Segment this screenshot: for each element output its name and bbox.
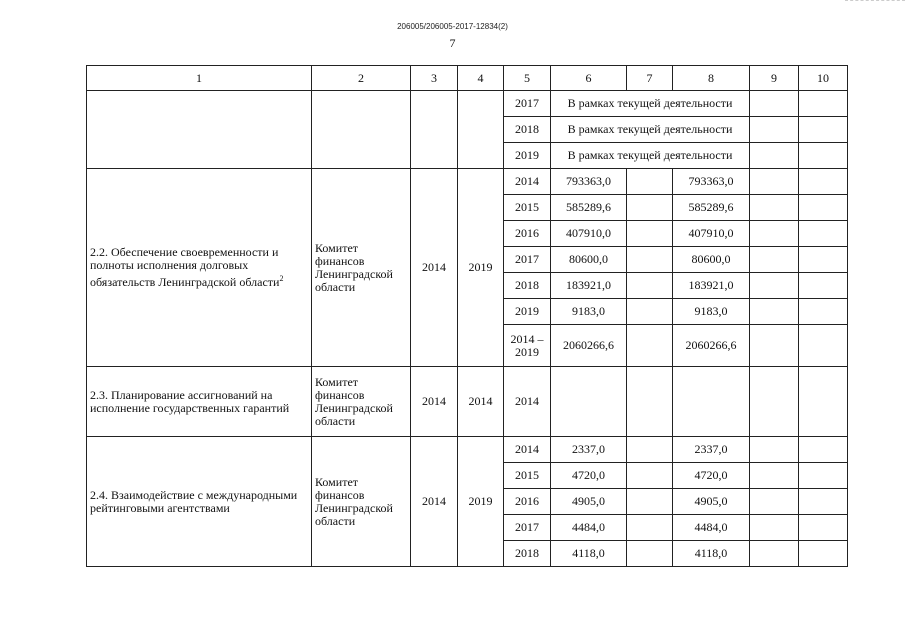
cell-empty xyxy=(750,91,799,117)
cell-empty xyxy=(750,195,799,221)
cell-empty xyxy=(551,367,627,437)
footnote-marker: 2 xyxy=(279,274,284,283)
regional-cell: 793363,0 xyxy=(673,169,750,195)
cell-empty xyxy=(750,541,799,567)
cell-empty xyxy=(750,463,799,489)
year-cell: 2019 xyxy=(504,299,551,325)
cell-empty xyxy=(750,437,799,463)
cell-empty xyxy=(799,515,848,541)
total-cell: 183921,0 xyxy=(551,273,627,299)
cell-empty xyxy=(458,91,504,169)
year-cell: 2015 xyxy=(504,463,551,489)
item-title-cell xyxy=(87,169,312,367)
col-header-8: 8 xyxy=(673,66,750,91)
total-cell: 407910,0 xyxy=(551,221,627,247)
year-range-cell: 2014 – 2019 xyxy=(504,325,551,367)
cell-empty xyxy=(750,143,799,169)
cell-empty xyxy=(750,273,799,299)
cell-empty xyxy=(750,169,799,195)
header-row xyxy=(87,66,848,91)
total-cell: 9183,0 xyxy=(551,299,627,325)
cell-empty xyxy=(627,221,673,247)
cell-empty xyxy=(799,463,848,489)
cell-empty xyxy=(750,247,799,273)
cell-empty xyxy=(799,143,848,169)
col-header-4: 4 xyxy=(458,66,504,91)
regional-cell: 407910,0 xyxy=(673,221,750,247)
col-header-3: 3 xyxy=(411,66,458,91)
regional-cell: 4905,0 xyxy=(673,489,750,515)
document-id: 206005/206005-2017-12834(2) xyxy=(397,22,508,31)
cell-empty xyxy=(799,273,848,299)
total-cell: 2337,0 xyxy=(551,437,627,463)
cell-empty xyxy=(627,541,673,567)
start-year-cell: 2014 xyxy=(411,367,458,437)
cell-empty xyxy=(673,367,750,437)
year-cell: 2014 xyxy=(504,437,551,463)
year-cell: 2016 xyxy=(504,221,551,247)
col-header-6: 6 xyxy=(551,66,627,91)
col-header-9: 9 xyxy=(750,66,799,91)
cell-empty xyxy=(799,91,848,117)
cell-empty xyxy=(799,117,848,143)
table-row xyxy=(87,437,848,463)
year-cell: 2017 xyxy=(504,515,551,541)
col-header-2: 2 xyxy=(312,66,411,91)
cell-empty xyxy=(750,325,799,367)
scan-edge-mark xyxy=(845,0,905,3)
cell-empty xyxy=(627,515,673,541)
regional-cell: 80600,0 xyxy=(673,247,750,273)
regional-cell: 2337,0 xyxy=(673,437,750,463)
cell-empty xyxy=(750,117,799,143)
start-year-cell: 2014 xyxy=(411,169,458,367)
year-cell: 2017 xyxy=(504,247,551,273)
cell-empty xyxy=(799,489,848,515)
end-year-cell: 2014 xyxy=(458,367,504,437)
start-year-cell: 2014 xyxy=(411,437,458,567)
cell-empty xyxy=(627,489,673,515)
end-year-cell: 2019 xyxy=(458,169,504,367)
cell-empty xyxy=(799,221,848,247)
col-header-5: 5 xyxy=(504,66,551,91)
cell-empty xyxy=(627,247,673,273)
note-cell: В рамках текущей деятельности xyxy=(551,91,750,117)
year-cell: 2019 xyxy=(504,143,551,169)
note-cell: В рамках текущей деятельности xyxy=(551,117,750,143)
cell-empty xyxy=(750,221,799,247)
total-cell: 4720,0 xyxy=(551,463,627,489)
end-year-cell: 2019 xyxy=(458,437,504,567)
total-cell: 4118,0 xyxy=(551,541,627,567)
cell-empty xyxy=(799,169,848,195)
total-cell: 80600,0 xyxy=(551,247,627,273)
regional-cell: 9183,0 xyxy=(673,299,750,325)
cell-empty xyxy=(799,541,848,567)
year-cell: 2018 xyxy=(504,117,551,143)
year-cell: 2018 xyxy=(504,273,551,299)
cell-empty xyxy=(799,299,848,325)
page-number: 7 xyxy=(449,36,456,50)
cell-empty xyxy=(627,169,673,195)
cell-empty xyxy=(799,325,848,367)
total-cell: 2060266,6 xyxy=(551,325,627,367)
cell-empty xyxy=(750,515,799,541)
cell-empty xyxy=(799,195,848,221)
item-title: 2.2. Обеспечение своевременности и полноты исполнения долговых обязательств Ленинградской области xyxy=(90,245,280,289)
cell-empty xyxy=(627,437,673,463)
regional-cell: 585289,6 xyxy=(673,195,750,221)
item-title-cell: 2.4. Взаимодействие с международными рейтинговыми агентствами xyxy=(87,437,312,567)
cell-empty xyxy=(312,91,411,169)
cell-empty xyxy=(627,463,673,489)
cell-empty xyxy=(411,91,458,169)
total-cell: 793363,0 xyxy=(551,169,627,195)
total-cell: 585289,6 xyxy=(551,195,627,221)
cell-empty xyxy=(627,367,673,437)
executor-cell: Комитет финансов Ленинградской области xyxy=(312,169,411,367)
year-cell: 2015 xyxy=(504,195,551,221)
executor-cell: Комитет финансов Ленинградской области xyxy=(312,437,411,567)
cell-empty xyxy=(799,437,848,463)
cell-empty xyxy=(627,299,673,325)
cell-empty xyxy=(750,299,799,325)
col-header-7: 7 xyxy=(627,66,673,91)
budget-table xyxy=(86,65,848,567)
note-cell: В рамках текущей деятельности xyxy=(551,143,750,169)
cell-empty xyxy=(627,325,673,367)
cell-empty xyxy=(627,273,673,299)
regional-cell: 4720,0 xyxy=(673,463,750,489)
year-cell: 2014 xyxy=(504,367,551,437)
year-cell: 2016 xyxy=(504,489,551,515)
total-cell: 4905,0 xyxy=(551,489,627,515)
table-row xyxy=(87,91,848,117)
cell-empty xyxy=(750,489,799,515)
total-cell: 4484,0 xyxy=(551,515,627,541)
col-header-1: 1 xyxy=(87,66,312,91)
regional-cell: 4484,0 xyxy=(673,515,750,541)
year-cell: 2017 xyxy=(504,91,551,117)
year-cell: 2018 xyxy=(504,541,551,567)
cell-empty xyxy=(750,367,799,437)
cell-empty xyxy=(799,247,848,273)
executor-cell: Комитет финансов Ленинградской области xyxy=(312,367,411,437)
regional-cell: 183921,0 xyxy=(673,273,750,299)
regional-cell: 4118,0 xyxy=(673,541,750,567)
cell-empty xyxy=(627,195,673,221)
cell-empty xyxy=(87,91,312,169)
col-header-10: 10 xyxy=(799,66,848,91)
cell-empty xyxy=(799,367,848,437)
regional-cell: 2060266,6 xyxy=(673,325,750,367)
year-cell: 2014 xyxy=(504,169,551,195)
table-row xyxy=(87,367,848,437)
item-title-cell: 2.3. Планирование ассигнований на исполнение государственных гарантий xyxy=(87,367,312,437)
table-row xyxy=(87,169,848,195)
